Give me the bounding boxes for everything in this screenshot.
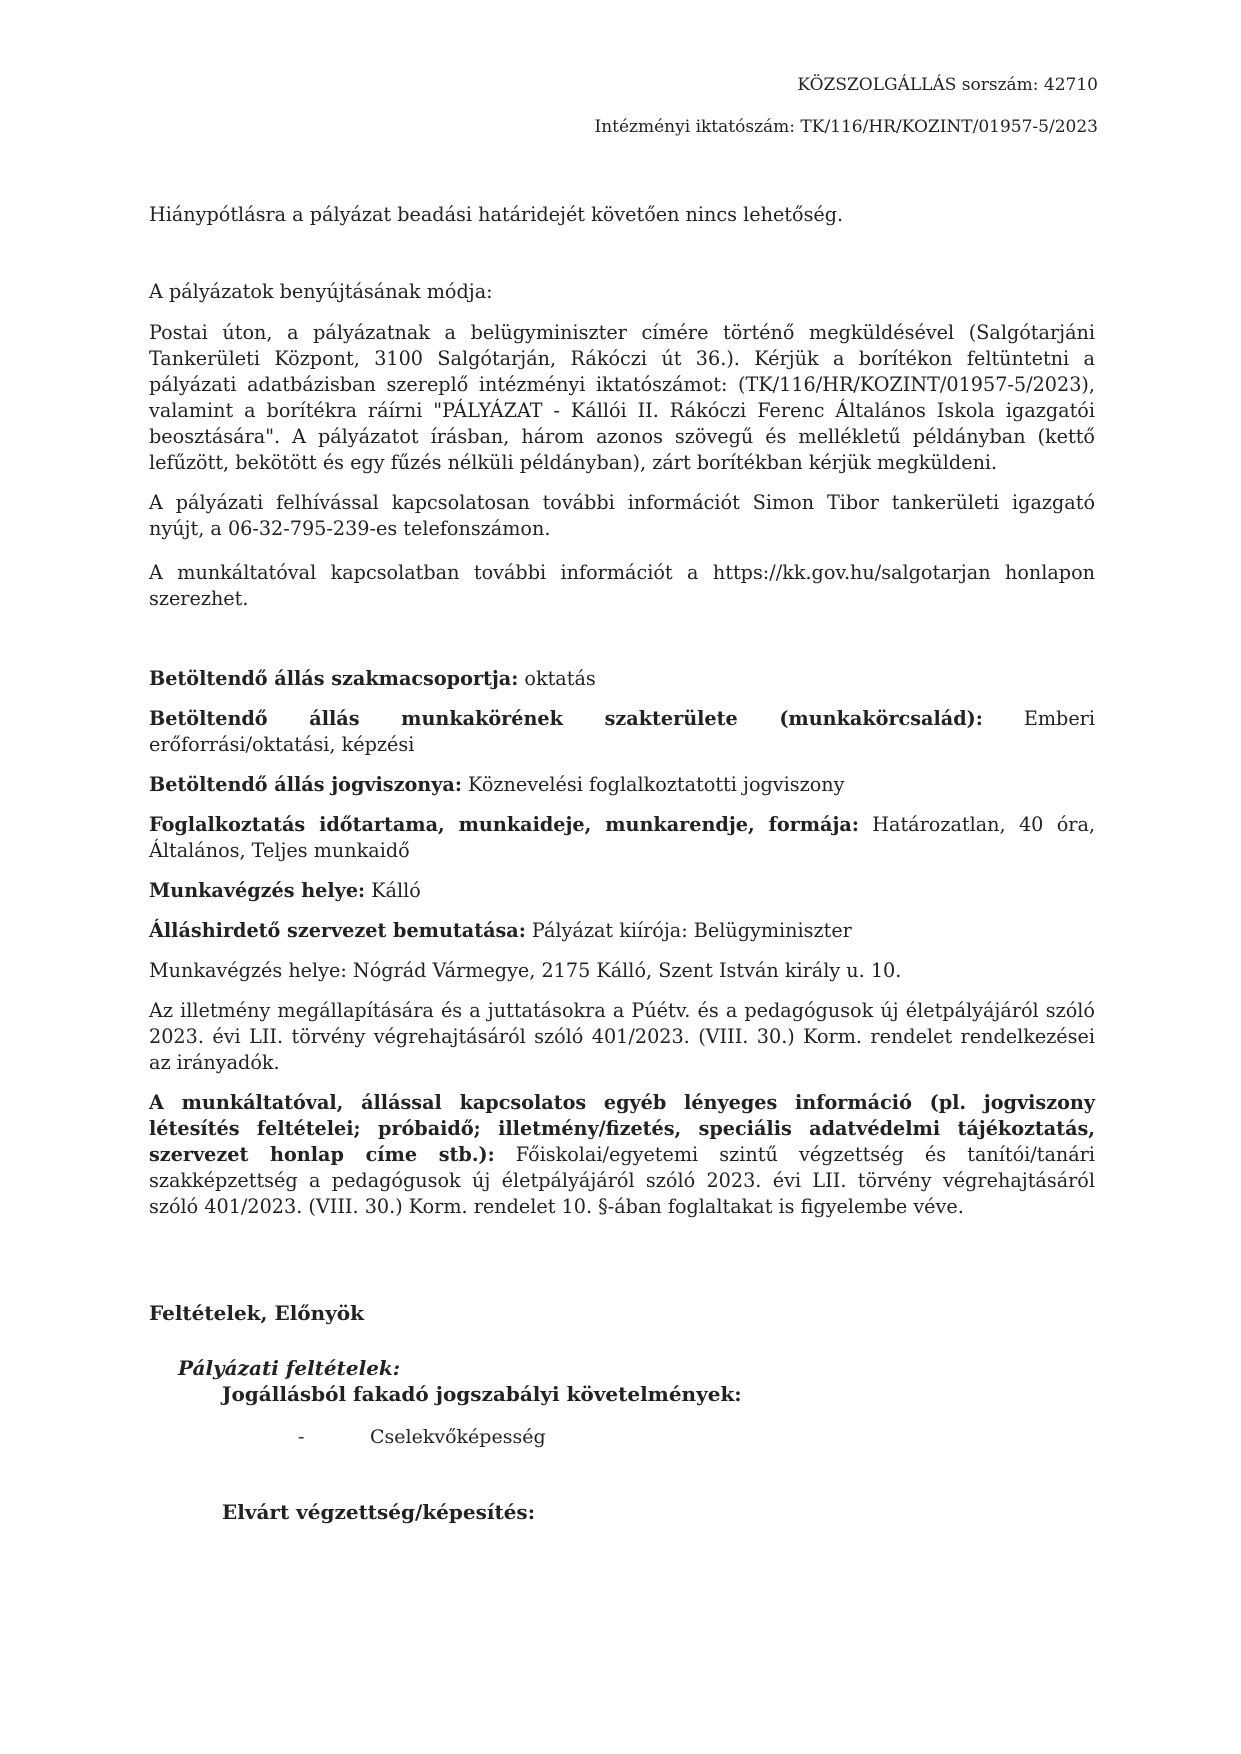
employment-value: Határozatlan, 40 óra, Általános, Teljes munkaidő bbox=[149, 813, 1095, 862]
salary-block bbox=[149, 998, 1095, 1076]
address-text: Munkavégzés helye: Nógrád Vármegye, 2175 Kálló, Szent István király u. 10. bbox=[149, 959, 902, 982]
work-place-value: Kálló bbox=[365, 879, 421, 902]
address-row bbox=[149, 958, 1095, 984]
education-heading: Elvárt végzettség/képesítés: bbox=[222, 1500, 536, 1524]
job-relation-row bbox=[149, 772, 1095, 798]
organization-label: Álláshirdető szervezet bemutatása: bbox=[149, 919, 526, 942]
job-field-row bbox=[149, 706, 1095, 758]
employment-row bbox=[149, 812, 1095, 864]
website-text: A munkáltatóval kapcsolatban további információt a https://kk.gov.hu/salgotarjan honlapon szerezhet. bbox=[149, 561, 1095, 610]
list-bullet: - bbox=[298, 1426, 305, 1448]
other-info-block bbox=[149, 1090, 1095, 1220]
job-group-label: Betöltendő állás szakmacsoportja: bbox=[149, 667, 519, 690]
job-relation-value: Köznevelési foglalkoztatotti jogviszony bbox=[461, 773, 845, 796]
serial-number: KÖZSZOLGÁLLÁS sorszám: 42710 bbox=[797, 75, 1098, 95]
organization-value: Pályázat kiírója: Belügyminiszter bbox=[525, 919, 852, 942]
legal-requirement-item: Cselekvőképesség bbox=[370, 1426, 546, 1448]
work-place-row bbox=[149, 878, 1095, 904]
submission-text: Postai úton, a pályázatnak a belügyminiszter címére történő megküldésével (Salgótarjáni Tankerületi Központ, 3100 Salgótarján, Rákóczi út 36.). Kérjük a borítékon feltüntetni a pályázati adatbázisban szereplő intézményi iktatószámot: (TK/116/HR/KOZINT/01957-5/2023), valamint a borítékra ráírni "PÁLYÁZAT - Kállói II. Rákóczi Ferenc Általános Iskola igazgatói beosztására". A pályázatot írásban, három azonos szövegű és mellékletű példányban (kettő lefűzött, bekötött és egy fűzés nélküli példányban), zárt borítékban kérjük megküldeni. bbox=[149, 321, 1095, 474]
legal-requirements-heading: Jogállásból fakadó jogszabályi követelmények: bbox=[222, 1382, 742, 1406]
job-field-label: Betöltendő állás munkakörének szakterülete (munkakörcsalád): bbox=[149, 707, 983, 730]
other-info-value: Főiskolai/egyetemi szintű végzettség és tanítói/tanári szakképzettség a pedagógusok új életpályájáról szóló 2023. évi LII. törvény végrehajtásáról szóló 401/2023. (VIII. 30.) Korm. rendelet 10. §-ában foglaltakat is figyelembe véve. bbox=[149, 1143, 1095, 1218]
job-relation-label: Betöltendő állás jogviszonya: bbox=[149, 773, 462, 796]
website-block bbox=[149, 560, 1095, 612]
other-info-label: A munkáltatóval, állással kapcsolatos egyéb lényeges információ (pl. jogviszony létesítés feltételei; próbaidő; illetmény/fizetés, speciális adatvédelmi tájékoztatás, szervezet honlap címe stb.): bbox=[149, 1091, 1095, 1166]
job-group-row bbox=[149, 666, 1095, 692]
conditions-title: Feltételek, Előnyök bbox=[149, 1301, 364, 1325]
job-field-value: Emberi erőforrási/oktatási, képzési bbox=[149, 707, 1095, 756]
deadline-note: Hiánypótlásra a pályázat beadási határidejét követően nincs lehetőség. bbox=[149, 203, 844, 226]
employment-label: Foglalkoztatás időtartama, munkaideje, munkarendje, formája: bbox=[149, 813, 859, 836]
organization-row bbox=[149, 918, 1095, 944]
contact-text: A pályázati felhívással kapcsolatosan további információt Simon Tibor tankerületi igazgató nyújt, a 06-32-795-239-es telefonszámon. bbox=[149, 491, 1095, 540]
submission-block bbox=[149, 320, 1095, 476]
application-conditions-subtitle: Pályázati feltételek: bbox=[178, 1356, 401, 1380]
submission-heading-block bbox=[149, 279, 1095, 305]
job-group-value: oktatás bbox=[518, 667, 596, 690]
work-place-label: Munkavégzés helye: bbox=[149, 879, 366, 902]
contact-block bbox=[149, 490, 1095, 542]
registration-number: Intézményi iktatószám: TK/116/HR/KOZINT/01957-5/2023 bbox=[594, 117, 1098, 137]
salary-text: Az illetmény megállapítására és a juttatásokra a Púétv. és a pedagógusok új életpályájáról szóló 2023. évi LII. törvény végrehajtásáról szóló 401/2023. (VIII. 30.) Korm. rendelet rendelkezései az irányadók. bbox=[149, 999, 1095, 1074]
deadline-note-block bbox=[149, 202, 1095, 228]
submission-heading: A pályázatok benyújtásának módja: bbox=[149, 280, 493, 303]
